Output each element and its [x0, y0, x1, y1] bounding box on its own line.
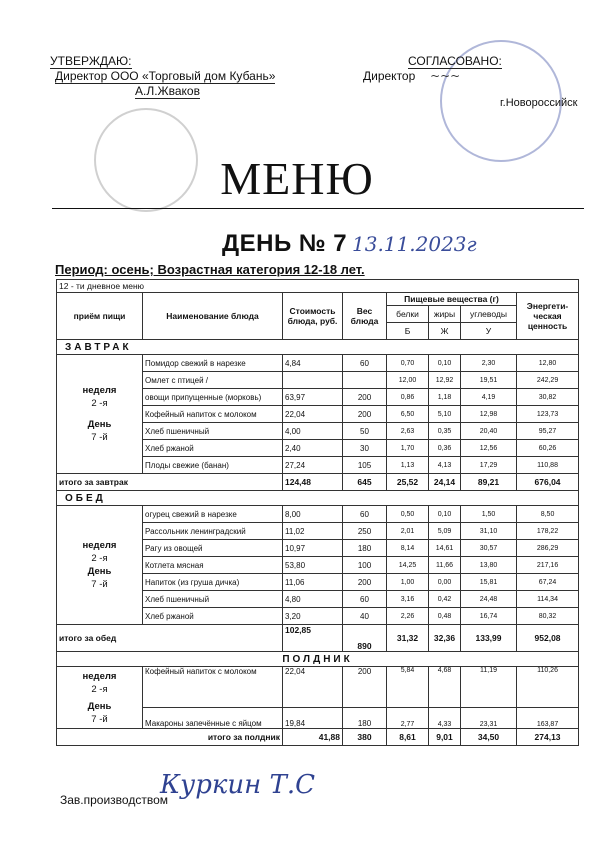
- menu-table: [56, 279, 579, 746]
- table-row: Кофейный напиток с молоком 22,04 200 6,50 5,10 12,98 123,73: [57, 406, 579, 423]
- section-snack: ПОЛДНИК: [57, 652, 579, 667]
- total-row-lunch: итого за обед 102,85 890 31,32 32,36 133,99 952,08: [57, 625, 579, 652]
- footer-label: Зав.производством: [60, 793, 168, 807]
- col-dish: Наименование блюда: [143, 293, 283, 340]
- col-carbs: углеводы: [461, 306, 517, 323]
- col-meal: приём пищи: [57, 293, 143, 340]
- table-row: овощи припущенные (морковь) 63,97 200 0,86 1,18 4,19 30,82: [57, 389, 579, 406]
- table-row: Макароны запечённые с яйцом 19,84 180 2,77 4,33 23,31 163,87: [57, 708, 579, 729]
- table-row: неделя 2 -я День 7 -й огурец свежий в нарезке 8,00 60 0,50 0,10 1,50 8,50: [57, 506, 579, 523]
- table-row: Хлеб ржаной 2,40 30 1,70 0,36 12,56 60,26: [57, 440, 579, 457]
- col-b: Б: [387, 323, 429, 340]
- table-row: Плоды свежие (банан) 27,24 105 1,13 4,13 17,29 110,88: [57, 457, 579, 474]
- col-cost: Стоимость блюда, руб.: [283, 293, 343, 340]
- section-breakfast: ЗАВТРАК: [57, 340, 579, 355]
- col-fats: жиры: [429, 306, 461, 323]
- total-row-breakfast: итого за завтрак 124,48 645 25,52 24,14 89,21 676,04: [57, 474, 579, 491]
- agreed-director: Директор: [363, 69, 416, 83]
- approve-label: УТВЕРЖДАЮ:: [50, 54, 132, 68]
- director-signature: ~~~: [418, 69, 461, 83]
- week-day-cell: неделя 2 -я День 7 -й: [57, 355, 143, 474]
- total-row-snack: итого за полдник 41,88 380 8,61 9,01 34,50 274,13: [57, 729, 579, 746]
- col-energy: Энергети-ческая ценность: [517, 293, 579, 340]
- table-row: Хлеб ржаной 3,20 40 2,26 0,48 16,74 80,32: [57, 608, 579, 625]
- menu-subtitle: 12 - ти дневное меню: [57, 280, 579, 293]
- week-day-cell: неделя 2 -я День 7 -й: [57, 667, 143, 729]
- table-row: Хлеб пшеничный 4,80 60 3,16 0,42 24,48 114,34: [57, 591, 579, 608]
- col-u: У: [461, 323, 517, 340]
- table-row: Котлета мясная 53,80 100 14,25 11,66 13,80 217,16: [57, 557, 579, 574]
- handwritten-signature: Куркин Т.С: [160, 770, 316, 800]
- col-proteins: белки: [387, 306, 429, 323]
- col-nutrients: Пищевые вещества (г): [387, 293, 517, 306]
- handwritten-date: 13.11.2023г: [352, 232, 477, 256]
- col-weight: Вес блюда: [343, 293, 387, 340]
- city-label: г.Новороссийск: [500, 97, 578, 109]
- col-zh: Ж: [429, 323, 461, 340]
- agreed-label: СОГЛАСОВАНО:: [408, 54, 502, 68]
- director-line: Директор ООО «Торговый дом Кубань»: [55, 69, 276, 83]
- approval-block: [50, 54, 275, 99]
- table-row: неделя 2 -я День 7 -й Кофейный напиток с молоком 22,04 200 5,84 4,68 11,19 110,26: [57, 667, 579, 708]
- table-row: Хлеб пшеничный 4,00 50 2,63 0,35 20,40 95,27: [57, 423, 579, 440]
- section-lunch: ОБЕД: [57, 491, 579, 506]
- table-row: Рагу из овощей 10,97 180 8,14 14,61 30,57 286,29: [57, 540, 579, 557]
- table-row: Омлет с птицей / 12,00 12,92 19,51 242,29: [57, 372, 579, 389]
- director-name: А.Л.Жваков: [135, 84, 200, 98]
- week-day-cell: неделя 2 -я День 7 -й: [57, 506, 143, 625]
- table-row: неделя 2 -я День 7 -й Помидор свежий в нарезке 4,84 60 0,70 0,10 2,30 12,80: [57, 355, 579, 372]
- period-line: Период: осень; Возрастная категория 12-18 лет.: [55, 262, 365, 277]
- table-row: Рассольник ленинградский 11,02 250 2,01 5,09 31,10 178,22: [57, 523, 579, 540]
- table-row: Напиток (из груша дичка) 11,06 200 1,00 0,00 15,81 67,24: [57, 574, 579, 591]
- day-number: ДЕНЬ № 7: [222, 230, 348, 257]
- agreed-block: [363, 54, 583, 83]
- page-title: МЕНЮ: [220, 153, 374, 204]
- divider: [52, 208, 584, 209]
